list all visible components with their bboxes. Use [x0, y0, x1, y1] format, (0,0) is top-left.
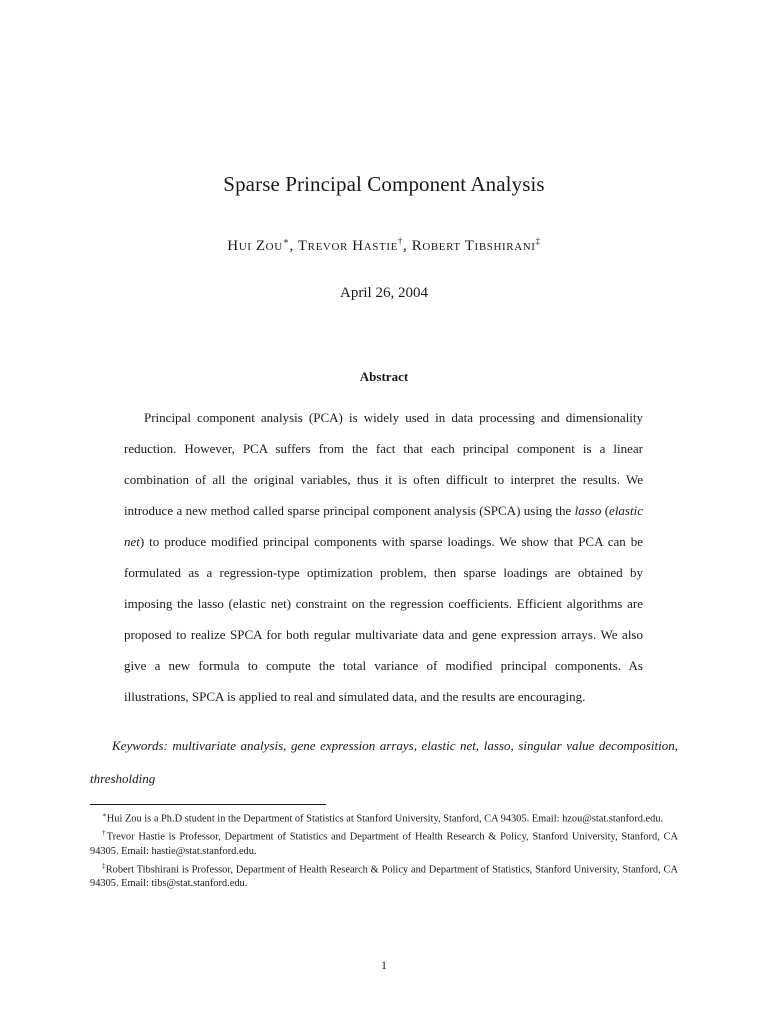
footnote-mark: ∗: [102, 811, 107, 819]
author-footnote-mark: ‡: [535, 236, 541, 246]
author-name: Robert Tibshirani: [411, 238, 536, 254]
footnote-rule: [90, 804, 326, 805]
author-footnote-mark: ∗: [282, 236, 290, 246]
author-footnote-mark: †: [397, 236, 404, 246]
footnote: [90, 826, 678, 858]
footnote-text: Hui Zou is a Ph.D student in the Department of Statistics at Stanford University, Stanford, CA 94305. Email: hzou@stat.stanford.edu.: [106, 813, 664, 825]
footnote-mark: ‡: [102, 861, 106, 870]
footnote: [90, 808, 678, 826]
keywords: Keywords: multivariate analysis, gene expression arrays, elastic net, lasso, singular value decomposition, thresholding: [90, 738, 678, 786]
paper-date: April 26, 2004: [340, 285, 428, 301]
abstract-paren: (: [601, 503, 610, 518]
author-name: Trevor Hastie: [297, 238, 398, 254]
footnote-text: Trevor Hastie is Professor, Department of Statistics and Department of Health Research & Policy, Stanford University, Stanford, CA 94305. Email: hastie@stat.stanford.edu.: [90, 831, 679, 857]
footnote-mark: †: [102, 829, 107, 838]
elastic-net-term: elastic net: [124, 503, 643, 549]
abstract-text: [124, 402, 643, 712]
footnote: [90, 859, 678, 891]
author-list: Hui Zou∗, Trevor Hastie†, Robert Tibshirani‡: [227, 236, 541, 254]
paper-title: Sparse Principal Component Analysis: [223, 172, 545, 196]
abstract-text-part: Principal component analysis (PCA) is widely used in data processing and dimensionality reduction. However, PCA suffers from the fact that each principal component is a linear combination of all the original variables, thus it is often difficult to interpret the results. We introduce a new method called sparse principal component analysis (SPCA) using the: [124, 410, 643, 518]
page-number: 1: [381, 958, 387, 972]
footnotes: [90, 808, 678, 891]
lasso-term: lasso: [574, 503, 602, 518]
footnote-text: Robert Tibshirani is Professor, Department of Health Research & Policy and Department of Statistics, Stanford University, Stanford, CA 94305. Email: tibs@stat.stanford.edu.: [90, 864, 678, 890]
author-name: Hui Zou: [227, 238, 283, 254]
abstract-text-part: ) to produce modified principal components with sparse loadings. We show that PCA can be formulated as a regression-type optimization problem, then sparse loadings are obtained by imposing the lasso (elastic net) constraint on the regression coefficients. Efficient algorithms are proposed to realize SPCA for both regular multivariate data and gene expression arrays. We also give a new formula to compute the total variance of modified principal components. As illustrations, SPCA is applied to real and simulated data, and the results are encouraging.: [124, 534, 643, 704]
abstract-heading: Abstract: [359, 369, 409, 384]
